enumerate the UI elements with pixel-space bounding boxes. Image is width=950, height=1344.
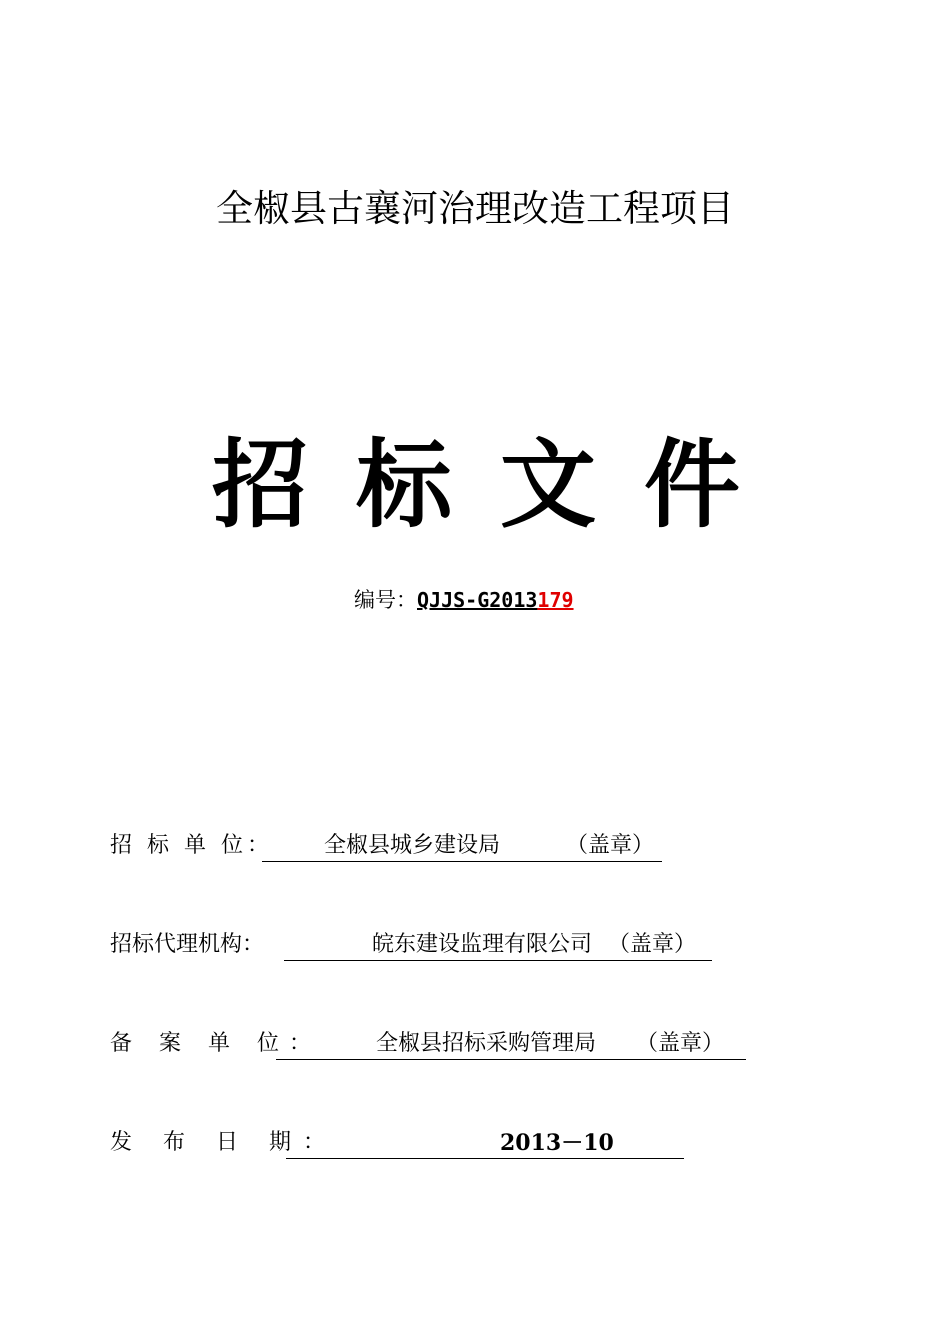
field-agency-value: 皖东建设监理有限公司 — [372, 932, 593, 957]
document-title — [0, 430, 950, 540]
field-tenderer-value: 全椒县城乡建设局 — [324, 833, 501, 858]
project-title: 全椒县古襄河治理改造工程项目 — [216, 187, 734, 230]
doc-title-char-2: 标 — [356, 428, 452, 541]
document-number-prefix: QJJS-G2013 — [417, 588, 538, 612]
field-agency-seal: （盖章） — [608, 932, 697, 957]
field-agency-label: 招标代理机构： — [110, 932, 265, 957]
document-number-suffix: 179 — [537, 588, 574, 612]
field-release-date-value: 2013－10 — [500, 1130, 614, 1156]
field-registration-label: 备 案 单 位： — [110, 1031, 321, 1056]
doc-title-char-4: 件 — [644, 428, 740, 541]
field-registration-seal: （盖章） — [636, 1031, 725, 1056]
doc-title-char-1: 招 — [212, 428, 308, 541]
field-tenderer-seal: （盖章） — [566, 833, 655, 858]
field-registration-value: 全椒县招标采购管理局 — [376, 1031, 597, 1056]
document-number-label: 编号： — [354, 588, 417, 612]
document-number — [354, 584, 574, 614]
field-release-date-label: 发 布 日 期： — [110, 1130, 337, 1155]
field-tenderer-label: 招 标 单 位： — [110, 833, 273, 858]
field-release-date-underline — [286, 1125, 684, 1159]
doc-title-char-3: 文 — [500, 428, 596, 541]
